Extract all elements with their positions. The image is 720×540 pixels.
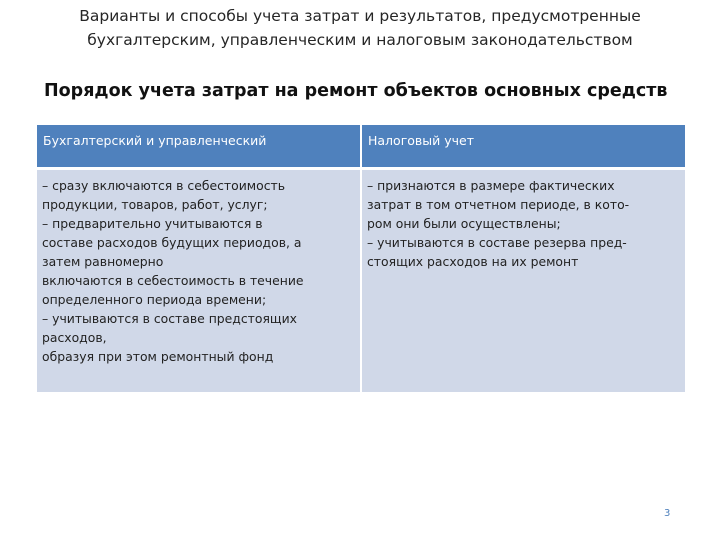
cell-text-line: продукции, товаров, работ, услуг; bbox=[42, 196, 268, 212]
cell-text-line: составе расходов будущих периодов, а bbox=[42, 234, 302, 250]
column-header-accounting: Бухгалтерский и управленческий bbox=[37, 125, 361, 168]
cell-text-line: – учитываются в составе предстоящих bbox=[42, 310, 297, 326]
slide-title-line-2: бухгалтерским, управленческим и налоговым законодательством bbox=[87, 31, 633, 49]
cell-text-line: образуя при этом ремонтный фонд bbox=[42, 348, 274, 364]
cell-text-line: – учитываются в составе резерва пред- bbox=[367, 234, 627, 250]
cell-text-line: – признаются в размере фактических bbox=[367, 177, 615, 193]
table-cell-accounting bbox=[37, 168, 361, 392]
cell-text-line: – сразу включаются в себестоимость bbox=[42, 177, 286, 193]
table-row bbox=[37, 168, 685, 392]
cell-text-line: определенного периода времени; bbox=[42, 291, 267, 307]
cell-text-line: затем равномерно bbox=[42, 253, 164, 269]
slide-title-line-1: Варианты и способы учета затрат и результатов, предусмотренные bbox=[79, 7, 641, 25]
page-number: 3 bbox=[664, 508, 671, 519]
slide-title bbox=[0, 4, 720, 52]
cost-accounting-table bbox=[37, 125, 685, 392]
table-cell-tax bbox=[361, 168, 685, 392]
cell-text-line: включаются в себестоимость в течение bbox=[42, 272, 304, 288]
table-header-row bbox=[37, 125, 685, 168]
cell-text-line: ром они были осуществлены; bbox=[367, 215, 561, 231]
column-header-tax: Налоговый учет bbox=[361, 125, 685, 168]
cell-text-line: затрат в том отчетном периоде, в кото- bbox=[367, 196, 630, 212]
section-heading: Порядок учета затрат на ремонт объектов основных средств bbox=[44, 81, 668, 101]
cell-text-line: расходов, bbox=[42, 329, 107, 345]
cell-text-line: стоящих расходов на их ремонт bbox=[367, 253, 579, 269]
cell-text-line: – предварительно учитываются в bbox=[42, 215, 263, 231]
